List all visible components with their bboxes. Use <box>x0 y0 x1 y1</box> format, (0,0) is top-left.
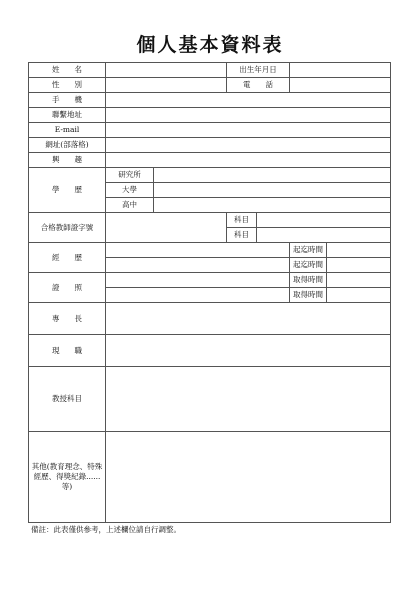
teacher-cert-label: 合格教師證字號 <box>29 213 106 243</box>
obtained-label-1: 取得時間 <box>290 273 327 288</box>
period-field-2[interactable] <box>327 258 391 273</box>
email-label: E-mail <box>29 123 106 138</box>
edu-highschool-label: 高中 <box>106 198 154 213</box>
name-field[interactable] <box>106 63 227 78</box>
row-address <box>29 108 391 123</box>
birthdate-field[interactable] <box>290 63 391 78</box>
subject-label-2: 科目 <box>227 228 257 243</box>
profile-form-table <box>28 62 391 523</box>
experience-field-1[interactable] <box>106 243 290 258</box>
row-teaching-subjects <box>29 367 391 432</box>
obtained-field-1[interactable] <box>327 273 391 288</box>
experience-field-2[interactable] <box>106 258 290 273</box>
row-name <box>29 63 391 78</box>
row-edu-graduate <box>29 168 391 183</box>
subject-field-2[interactable] <box>257 228 391 243</box>
row-email <box>29 123 391 138</box>
teaching-subjects-label: 教授科目 <box>29 367 106 432</box>
mobile-label: 手 機 <box>29 93 106 108</box>
gender-label: 性 別 <box>29 78 106 93</box>
website-label: 網址(部落格) <box>29 138 106 153</box>
name-label: 姓 名 <box>29 63 106 78</box>
row-specialty <box>29 303 391 335</box>
row-other <box>29 432 391 523</box>
birthdate-label: 出生年月日 <box>227 63 290 78</box>
address-field[interactable] <box>106 108 391 123</box>
specialty-field[interactable] <box>106 303 391 335</box>
phone-label: 電 話 <box>227 78 290 93</box>
edu-graduate-field[interactable] <box>154 168 391 183</box>
edu-university-field[interactable] <box>154 183 391 198</box>
row-interests <box>29 153 391 168</box>
row-mobile <box>29 93 391 108</box>
specialty-label: 專 長 <box>29 303 106 335</box>
edu-graduate-label: 研究所 <box>106 168 154 183</box>
phone-field[interactable] <box>290 78 391 93</box>
row-license-1 <box>29 273 391 288</box>
website-field[interactable] <box>106 138 391 153</box>
obtained-label-2: 取得時間 <box>290 288 327 303</box>
period-label-2: 起迄時間 <box>290 258 327 273</box>
interests-field[interactable] <box>106 153 391 168</box>
edu-university-label: 大學 <box>106 183 154 198</box>
other-field[interactable] <box>106 432 391 523</box>
row-website <box>29 138 391 153</box>
period-label-1: 起迄時間 <box>290 243 327 258</box>
education-label: 學 歷 <box>29 168 106 213</box>
subject-field-1[interactable] <box>257 213 391 228</box>
edu-highschool-field[interactable] <box>154 198 391 213</box>
current-job-field[interactable] <box>106 335 391 367</box>
obtained-field-2[interactable] <box>327 288 391 303</box>
form-title: 個人基本資料表 <box>136 34 284 56</box>
gender-field[interactable] <box>106 78 227 93</box>
license-label: 證 照 <box>29 273 106 303</box>
email-field[interactable] <box>106 123 391 138</box>
row-cert-1 <box>29 213 391 228</box>
period-field-1[interactable] <box>327 243 391 258</box>
row-exp-1 <box>29 243 391 258</box>
experience-label: 經 歷 <box>29 243 106 273</box>
footnote: 備註：此表僅供參考，上述欄位請自行調整。 <box>31 525 181 534</box>
row-gender <box>29 78 391 93</box>
other-label: 其他(教育理念、特殊經歷、得獎紀錄......等) <box>29 432 106 523</box>
address-label: 聯繫地址 <box>29 108 106 123</box>
subject-label-1: 科目 <box>227 213 257 228</box>
license-field-2[interactable] <box>106 288 290 303</box>
license-field-1[interactable] <box>106 273 290 288</box>
teaching-subjects-field[interactable] <box>106 367 391 432</box>
current-job-label: 現 職 <box>29 335 106 367</box>
row-current-job <box>29 335 391 367</box>
teacher-cert-field[interactable] <box>106 213 227 243</box>
interests-label: 興 趣 <box>29 153 106 168</box>
mobile-field[interactable] <box>106 93 391 108</box>
